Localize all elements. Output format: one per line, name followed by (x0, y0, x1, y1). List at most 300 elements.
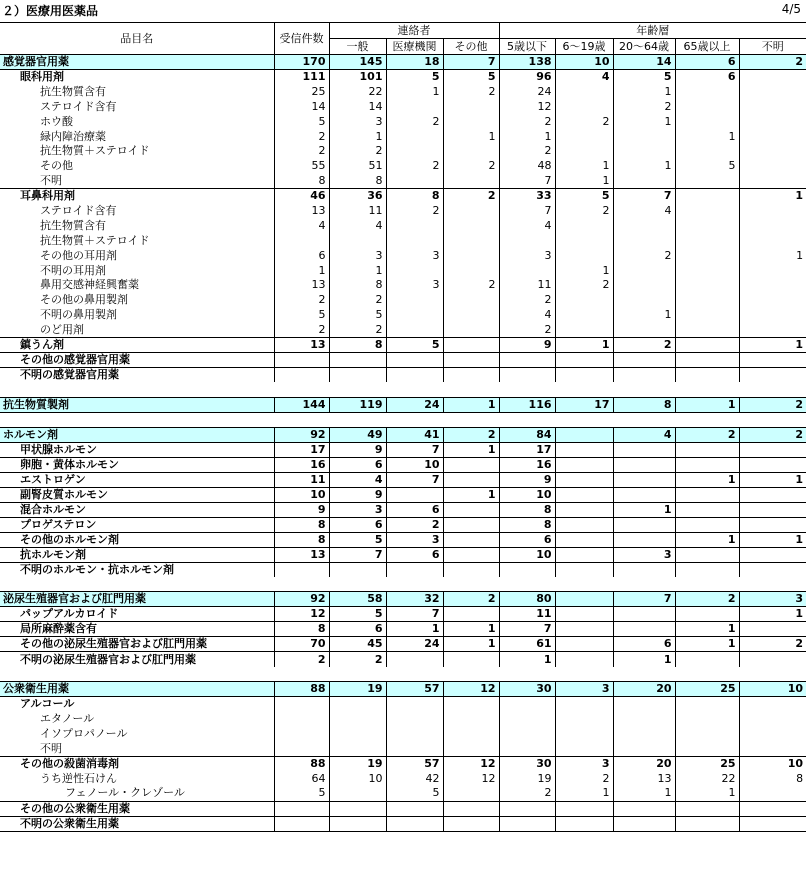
cell-6 (613, 801, 675, 816)
cell-6: 1 (613, 786, 675, 801)
cell-8 (739, 816, 806, 831)
cell-1: 22 (329, 84, 386, 99)
cell-3 (443, 727, 499, 742)
cell-5 (555, 652, 613, 667)
row-label: その他の耳用剤 (40, 248, 117, 262)
cell-0: 88 (274, 682, 329, 697)
row-label: 眼科用剤 (0, 70, 274, 85)
cell-6: 14 (613, 55, 675, 70)
cell-7 (675, 293, 739, 308)
cell-0: 4 (274, 218, 329, 233)
cell-6 (613, 233, 675, 248)
row-label: のど用剤 (40, 322, 84, 336)
cell-1: 8 (329, 174, 386, 189)
cell-5 (555, 233, 613, 248)
cell-8: 1 (739, 189, 806, 204)
cell-5: 2 (555, 204, 613, 219)
cell-4: 10 (499, 487, 555, 502)
cell-5 (555, 248, 613, 263)
table-row (0, 338, 806, 353)
cell-4 (499, 697, 555, 712)
cell-3: 1 (443, 637, 499, 652)
cell-1: 19 (329, 682, 386, 697)
cell-0: 2 (274, 323, 329, 338)
cell-0: 64 (274, 771, 329, 786)
cell-1 (329, 816, 386, 831)
cell-5 (555, 487, 613, 502)
cell-6 (613, 622, 675, 637)
cell-0 (274, 353, 329, 368)
cell-1: 3 (329, 248, 386, 263)
cell-4: 2 (499, 144, 555, 159)
cell-3 (443, 547, 499, 562)
cell-2: 7 (386, 442, 443, 457)
cell-5: 2 (555, 114, 613, 129)
row-label: アルコール (0, 697, 274, 712)
cell-2: 8 (386, 189, 443, 204)
cell-0 (274, 816, 329, 831)
cell-5 (555, 801, 613, 816)
table-row (0, 248, 806, 263)
cell-8 (739, 263, 806, 278)
cell-3 (443, 174, 499, 189)
row-label: ステロイド含有 (40, 99, 117, 113)
cell-6 (613, 144, 675, 159)
row-label: 局所麻酔薬含有 (0, 622, 274, 637)
cell-6 (613, 667, 675, 682)
cell-3 (443, 233, 499, 248)
cell-0 (274, 741, 329, 756)
cell-5 (555, 592, 613, 607)
cell-1: 6 (329, 517, 386, 532)
cell-5 (555, 427, 613, 442)
cell-4 (499, 382, 555, 397)
cell-2 (386, 323, 443, 338)
cell-0: 144 (274, 397, 329, 412)
cell-0: 8 (274, 517, 329, 532)
table-row (0, 652, 806, 667)
cell-3: 12 (443, 771, 499, 786)
cell-7: 22 (675, 771, 739, 786)
row-label: ホウ酸 (40, 114, 73, 128)
row-label: 公衆衛生用薬 (0, 682, 274, 697)
row-label: 抗生物質＋ステロイド (40, 233, 150, 247)
cell-4: 80 (499, 592, 555, 607)
row-label (0, 577, 274, 592)
cell-7 (675, 547, 739, 562)
cell-0: 8 (274, 174, 329, 189)
row-label: 不明 (40, 741, 62, 755)
cell-2: 42 (386, 771, 443, 786)
header-sub-4: 6～19歳 (555, 39, 613, 55)
table-row (0, 70, 806, 85)
row-label: パップアルカロイド (0, 607, 274, 622)
cell-7 (675, 577, 739, 592)
cell-7 (675, 562, 739, 577)
cell-0: 25 (274, 84, 329, 99)
cell-2 (386, 233, 443, 248)
table-row (0, 547, 806, 562)
cell-2 (386, 562, 443, 577)
cell-2 (386, 144, 443, 159)
cell-0: 92 (274, 427, 329, 442)
cell-2 (386, 412, 443, 427)
row-label: 緑内障治療薬 (40, 129, 106, 143)
cell-8 (739, 99, 806, 114)
cell-3: 1 (443, 397, 499, 412)
table-row (0, 99, 806, 114)
row-label: ステロイド含有 (40, 203, 117, 217)
cell-0: 8 (274, 532, 329, 547)
cell-6: 7 (613, 189, 675, 204)
cell-8 (739, 278, 806, 293)
cell-2 (386, 353, 443, 368)
cell-0: 13 (274, 278, 329, 293)
cell-3: 2 (443, 427, 499, 442)
cell-5: 2 (555, 278, 613, 293)
cell-2: 1 (386, 84, 443, 99)
cell-3 (443, 562, 499, 577)
cell-4: 19 (499, 771, 555, 786)
cell-0: 111 (274, 70, 329, 85)
cell-4: 24 (499, 84, 555, 99)
cell-7 (675, 816, 739, 831)
cell-3 (443, 144, 499, 159)
cell-8 (739, 801, 806, 816)
table-row (0, 233, 806, 248)
cell-2 (386, 218, 443, 233)
cell-2 (386, 99, 443, 114)
cell-2: 18 (386, 55, 443, 70)
cell-0: 14 (274, 99, 329, 114)
statistics-table (0, 22, 806, 832)
table-row (0, 592, 806, 607)
cell-6 (613, 697, 675, 712)
cell-6 (613, 562, 675, 577)
cell-2 (386, 174, 443, 189)
table-row (0, 323, 806, 338)
table-row (0, 293, 806, 308)
cell-3 (443, 816, 499, 831)
table-row (0, 502, 806, 517)
cell-2 (386, 487, 443, 502)
row-label: 泌尿生殖器官および肛門用薬 (0, 592, 274, 607)
header-sub-3: 5歳以下 (499, 39, 555, 55)
cell-4 (499, 353, 555, 368)
cell-8 (739, 667, 806, 682)
cell-4: 7 (499, 204, 555, 219)
cell-6: 7 (613, 592, 675, 607)
cell-1 (329, 577, 386, 592)
cell-2 (386, 382, 443, 397)
cell-0: 46 (274, 189, 329, 204)
cell-5 (555, 517, 613, 532)
cell-1: 3 (329, 114, 386, 129)
cell-0: 8 (274, 622, 329, 637)
table-row (0, 517, 806, 532)
header-item-name: 品目名 (0, 23, 274, 55)
cell-1: 9 (329, 442, 386, 457)
cell-3 (443, 323, 499, 338)
cell-7: 1 (675, 786, 739, 801)
cell-0 (274, 697, 329, 712)
cell-0: 55 (274, 159, 329, 174)
cell-7: 6 (675, 70, 739, 85)
cell-1: 49 (329, 427, 386, 442)
cell-4 (499, 368, 555, 383)
cell-0 (274, 233, 329, 248)
cell-1: 45 (329, 637, 386, 652)
cell-2 (386, 727, 443, 742)
cell-8: 1 (739, 248, 806, 263)
table-row (0, 697, 806, 712)
cell-7 (675, 233, 739, 248)
cell-2: 2 (386, 114, 443, 129)
cell-3: 1 (443, 442, 499, 457)
row-label: イソプロパノール (40, 726, 128, 740)
cell-2: 7 (386, 472, 443, 487)
cell-0: 2 (274, 652, 329, 667)
cell-2: 3 (386, 532, 443, 547)
table-row (0, 397, 806, 412)
cell-8: 1 (739, 338, 806, 353)
cell-5: 3 (555, 756, 613, 771)
table-row (0, 457, 806, 472)
cell-3 (443, 577, 499, 592)
cell-6 (613, 412, 675, 427)
row-label: その他の殺菌消毒剤 (0, 756, 274, 771)
cell-6 (613, 577, 675, 592)
cell-3: 1 (443, 487, 499, 502)
cell-6: 8 (613, 397, 675, 412)
cell-4: 9 (499, 472, 555, 487)
cell-8 (739, 218, 806, 233)
cell-7 (675, 667, 739, 682)
cell-5 (555, 99, 613, 114)
cell-5: 1 (555, 786, 613, 801)
table-row (0, 727, 806, 742)
table-row (0, 218, 806, 233)
cell-4: 11 (499, 607, 555, 622)
table-header (0, 23, 806, 55)
table-row (0, 144, 806, 159)
cell-8 (739, 517, 806, 532)
table-row (0, 353, 806, 368)
cell-1 (329, 562, 386, 577)
cell-4 (499, 727, 555, 742)
cell-8 (739, 233, 806, 248)
table-row (0, 129, 806, 144)
cell-4 (499, 562, 555, 577)
cell-3: 2 (443, 278, 499, 293)
cell-2 (386, 741, 443, 756)
cell-6 (613, 741, 675, 756)
cell-1: 4 (329, 472, 386, 487)
cell-5: 3 (555, 682, 613, 697)
cell-5 (555, 218, 613, 233)
cell-2 (386, 293, 443, 308)
cell-0: 11 (274, 472, 329, 487)
row-label: 抗ホルモン剤 (0, 547, 274, 562)
cell-4: 4 (499, 308, 555, 323)
header-total: 受信件数 (274, 23, 329, 55)
cell-3 (443, 801, 499, 816)
cell-4: 48 (499, 159, 555, 174)
row-label: 卵胞・黄体ホルモン (0, 457, 274, 472)
cell-6: 4 (613, 427, 675, 442)
row-label: うち逆性石けん (40, 771, 117, 785)
cell-6: 4 (613, 204, 675, 219)
cell-7 (675, 741, 739, 756)
row-label (0, 412, 274, 427)
cell-5 (555, 741, 613, 756)
cell-6 (613, 353, 675, 368)
cell-7 (675, 607, 739, 622)
cell-1 (329, 712, 386, 727)
cell-4: 16 (499, 457, 555, 472)
cell-5 (555, 84, 613, 99)
row-label: 耳鼻科用剤 (0, 189, 274, 204)
cell-8: 1 (739, 607, 806, 622)
cell-3 (443, 652, 499, 667)
cell-6: 3 (613, 547, 675, 562)
cell-5 (555, 323, 613, 338)
row-label: その他 (40, 159, 73, 173)
cell-5 (555, 368, 613, 383)
cell-1 (329, 727, 386, 742)
cell-4 (499, 263, 555, 278)
cell-4: 1 (499, 129, 555, 144)
table-row (0, 368, 806, 383)
cell-8 (739, 323, 806, 338)
row-label: その他の泌尿生殖器官および肛門用薬 (0, 637, 274, 652)
cell-2 (386, 652, 443, 667)
cell-7 (675, 308, 739, 323)
header-sub-7: 不明 (739, 39, 806, 55)
cell-5: 2 (555, 771, 613, 786)
cell-1: 2 (329, 323, 386, 338)
cell-8 (739, 442, 806, 457)
cell-0 (274, 667, 329, 682)
cell-5 (555, 697, 613, 712)
cell-6: 6 (613, 637, 675, 652)
cell-6: 20 (613, 682, 675, 697)
cell-0: 5 (274, 114, 329, 129)
cell-7 (675, 353, 739, 368)
table-row (0, 801, 806, 816)
row-label: 不明の公衆衛生用薬 (0, 816, 274, 831)
cell-6: 2 (613, 99, 675, 114)
cell-3: 2 (443, 159, 499, 174)
cell-4: 2 (499, 786, 555, 801)
cell-2: 3 (386, 278, 443, 293)
cell-7 (675, 502, 739, 517)
cell-4 (499, 741, 555, 756)
cell-7: 2 (675, 427, 739, 442)
cell-1: 2 (329, 144, 386, 159)
header-sub-2: その他 (443, 39, 499, 55)
row-label: その他の鼻用製剤 (40, 293, 128, 307)
cell-2 (386, 712, 443, 727)
row-label: 不明の泌尿生殖器官および肛門用薬 (0, 652, 274, 667)
row-label: 抗生物質含有 (40, 218, 106, 232)
cell-4: 8 (499, 517, 555, 532)
cell-6: 1 (613, 502, 675, 517)
cell-6 (613, 712, 675, 727)
cell-3 (443, 517, 499, 532)
cell-7: 6 (675, 55, 739, 70)
cell-6 (613, 129, 675, 144)
cell-1: 19 (329, 756, 386, 771)
row-label: 混合ホルモン (0, 502, 274, 517)
cell-0 (274, 712, 329, 727)
row-label: プロゲステロン (0, 517, 274, 532)
cell-5 (555, 532, 613, 547)
table-row (0, 637, 806, 652)
cell-6 (613, 442, 675, 457)
cell-8: 10 (739, 682, 806, 697)
cell-5 (555, 308, 613, 323)
cell-8 (739, 308, 806, 323)
header-sub-6: 65歳以上 (675, 39, 739, 55)
cell-7: 1 (675, 472, 739, 487)
cell-3: 2 (443, 592, 499, 607)
table-row (0, 204, 806, 219)
cell-5: 4 (555, 70, 613, 85)
cell-3 (443, 502, 499, 517)
cell-0: 13 (274, 547, 329, 562)
cell-1: 2 (329, 293, 386, 308)
cell-4: 9 (499, 338, 555, 353)
cell-1 (329, 233, 386, 248)
cell-2: 6 (386, 547, 443, 562)
cell-0: 5 (274, 786, 329, 801)
cell-1: 119 (329, 397, 386, 412)
cell-3 (443, 218, 499, 233)
cell-1: 1 (329, 263, 386, 278)
page-title: ２）医療用医薬品 (2, 4, 99, 18)
cell-3: 12 (443, 682, 499, 697)
cell-3 (443, 368, 499, 383)
cell-4: 96 (499, 70, 555, 85)
table-row (0, 174, 806, 189)
cell-5: 1 (555, 338, 613, 353)
row-label: エストロゲン (0, 472, 274, 487)
cell-6 (613, 382, 675, 397)
cell-0 (274, 412, 329, 427)
cell-5 (555, 622, 613, 637)
cell-0 (274, 727, 329, 742)
cell-3 (443, 607, 499, 622)
cell-7 (675, 114, 739, 129)
table-row (0, 816, 806, 831)
cell-6 (613, 487, 675, 502)
cell-4: 12 (499, 99, 555, 114)
row-label: 抗生物質含有 (40, 84, 106, 98)
cell-5 (555, 129, 613, 144)
cell-5 (555, 577, 613, 592)
cell-4: 84 (499, 427, 555, 442)
table-row (0, 532, 806, 547)
table-row (0, 442, 806, 457)
cell-6 (613, 816, 675, 831)
cell-4: 61 (499, 637, 555, 652)
cell-4: 30 (499, 682, 555, 697)
cell-0: 5 (274, 308, 329, 323)
cell-4: 116 (499, 397, 555, 412)
cell-2: 2 (386, 159, 443, 174)
row-label: 鼻用交感神経興奮薬 (40, 278, 139, 292)
